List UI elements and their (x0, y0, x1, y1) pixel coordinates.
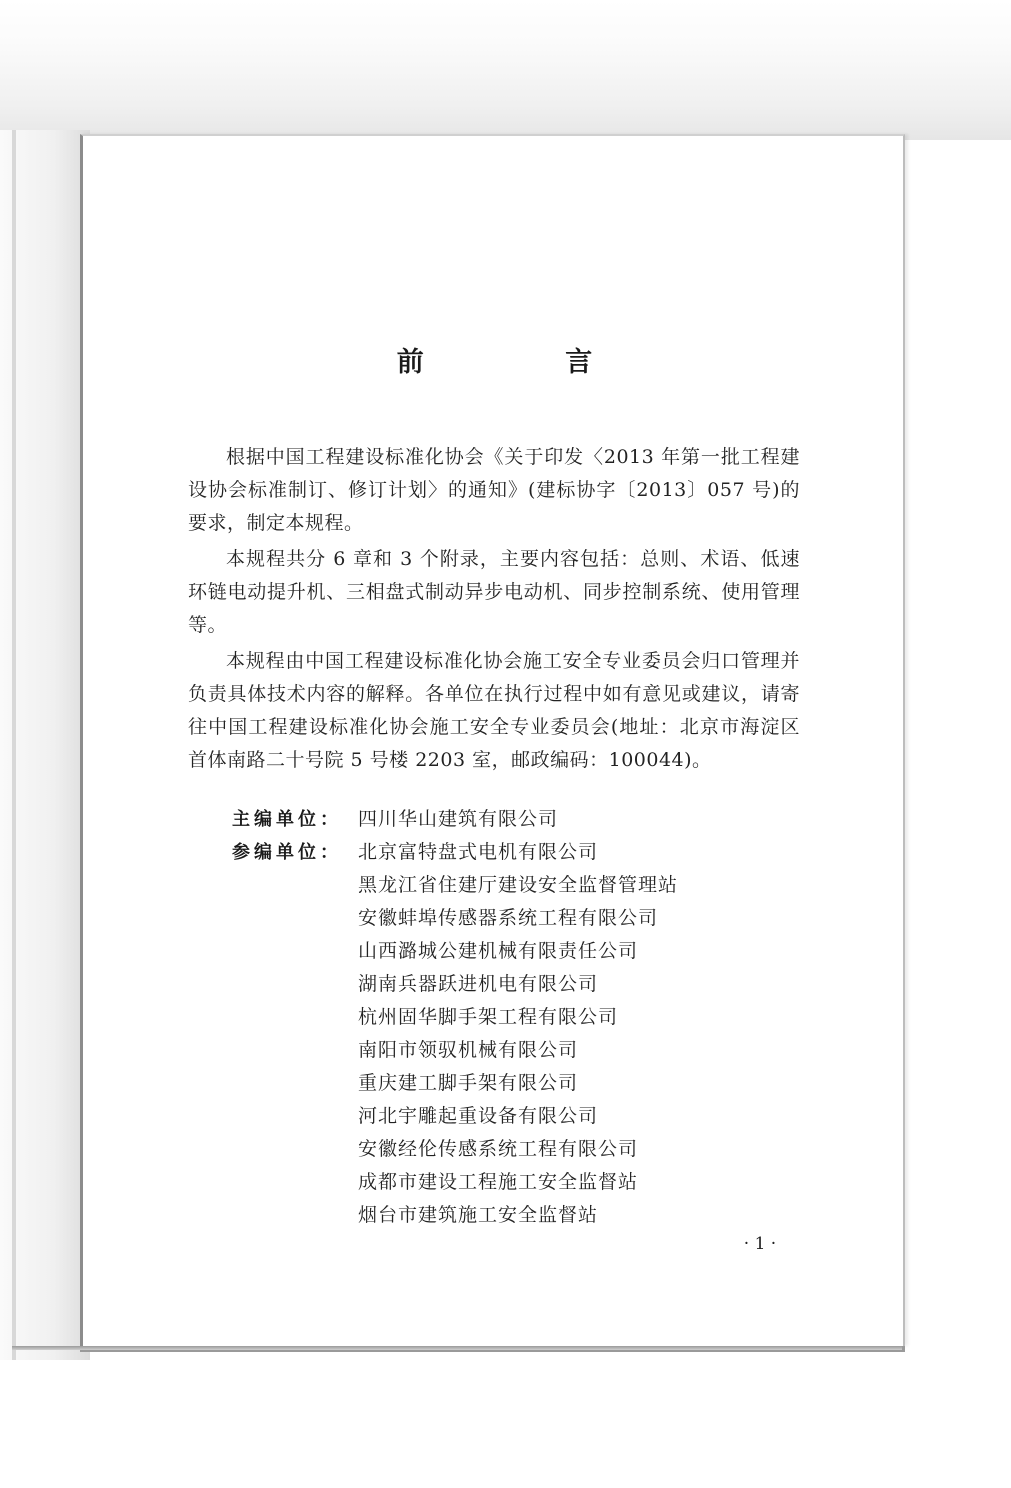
participating-unit: 黑龙江省住建厅建设安全监督管理站 (358, 874, 679, 896)
participating-unit: 南阳市领驭机械有限公司 (358, 1039, 579, 1061)
participating-unit: 河北宇雕起重设备有限公司 (358, 1105, 599, 1127)
page-number: · 1 · (743, 1234, 777, 1254)
participating-unit: 安徽经伦传感系统工程有限公司 (358, 1138, 639, 1160)
page-title: 前 言 (396, 347, 659, 378)
paragraph-3: 本规程由中国工程建设标准化协会施工安全专业委员会归口管理并负责具体技术内容的解释。各单位在执行过程中如有意见或建议，请寄往中国工程建设标准化协会施工安全专业委员会(地址：北京市海淀区首体南路二十号院 5 号楼 2203 室，邮政编码：100044)。 (188, 650, 800, 771)
scanner-top-shadow (0, 0, 1011, 140)
preface-body (188, 441, 800, 780)
participating-unit: 北京富特盘式电机有限公司 (358, 841, 599, 863)
page-bottom-edge (12, 1346, 902, 1350)
chief-unit-row (232, 803, 678, 836)
participating-unit: 安徽蚌埠传感器系统工程有限公司 (358, 907, 659, 929)
paragraph-1: 根据中国工程建设标准化协会《关于印发〈2013 年第一批工程建设协会标准制订、修订计划〉的通知》(建标协字〔2013〕057 号)的要求，制定本规程。 (188, 446, 800, 534)
participating-unit: 成都市建设工程施工安全监督站 (358, 1171, 639, 1193)
participating-units-row (232, 836, 679, 1226)
participating-units-label: 参编单位： (232, 842, 342, 863)
compiling-units (232, 803, 679, 1226)
participating-unit: 烟台市建筑施工安全监督站 (358, 1204, 599, 1226)
book-spine-edge (12, 130, 16, 1360)
participating-unit: 重庆建工脚手架有限公司 (358, 1072, 579, 1094)
chief-unit-name: 四川华山建筑有限公司 (358, 808, 559, 830)
participating-unit: 杭州固华脚手架工程有限公司 (358, 1006, 619, 1028)
paragraph-2: 本规程共分 6 章和 3 个附录，主要内容包括：总则、术语、低速环链电动提升机、三相盘式制动异步电动机、同步控制系统、使用管理等。 (188, 548, 800, 636)
chief-unit-label: 主编单位： (232, 809, 342, 830)
participating-units-list (358, 836, 679, 1226)
participating-unit: 湖南兵器跃进机电有限公司 (358, 973, 599, 995)
participating-unit: 山西潞城公建机械有限责任公司 (358, 940, 639, 962)
